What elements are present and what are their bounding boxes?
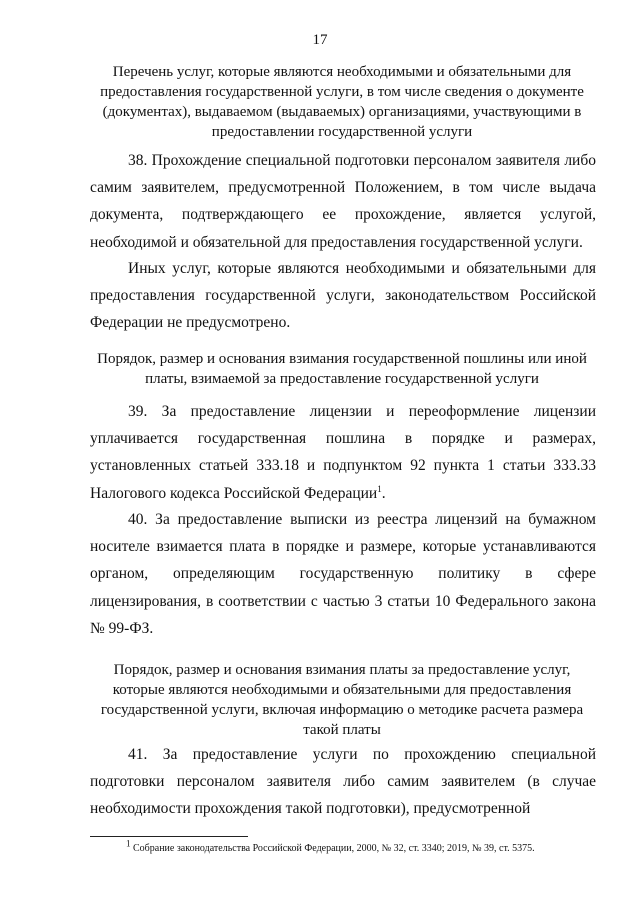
section-heading-state-duty: Порядок, размер и основания взимания государственной пошлины или иной платы, взимаемой за предоставление государственной услуги <box>97 351 587 387</box>
paragraph-41: 41. За предоставление услуги по прохождению специальной подготовки персоналом заявителя либо самим заявителем (в случае необходимости прохождения такой подготовки), предусмотренной <box>90 746 596 818</box>
footnote-marker: 1 <box>126 838 131 849</box>
paragraph-39 <box>90 398 596 507</box>
paragraph-40: 40. За предоставление выписки из реестра лицензий на бумажном носителе взимается плата в порядке и размере, которые устанавливаются органом, определяющим государственную политику в сфере лицензирования, в соответствии с частью 3 статьи 10 Федерального закона № 99-ФЗ. <box>90 511 596 637</box>
section-heading-services-list: Перечень услуг, которые являются необходимыми и обязательными для предоставления государственной услуги, в том числе сведения о документе (документах), выдаваемом (выдаваемых) организациями, участвующими в предоставлении государственной услуги <box>100 64 584 140</box>
paragraph-39-text: 39. За предоставление лицензии и переоформление лицензии уплачивается государственная пошлина в порядке и размерах, установленных статьей 333.18 и подпунктом 92 пункта 1 статьи 333.33 Налогового кодекса Российской Федерации <box>90 403 596 502</box>
paragraph-38: 38. Прохождение специальной подготовки персоналом заявителя либо самим заявителем, предусмотренной Положением, в том числе выдача документа, подтверждающего ее прохождение, является услугой, необходимой и обязательной для предоставления государственной услуги. <box>90 152 596 251</box>
paragraph-other-services: Иных услуг, которые являются необходимыми и обязательными для предоставления государственной услуги, законодательством Российской Федерации не предусмотрено. <box>90 260 596 332</box>
page-number: 17 <box>312 32 328 48</box>
footnote-divider <box>90 836 248 837</box>
section-heading-fee-for-services: Порядок, размер и основания взимания платы за предоставление услуг, которые являются необходимыми и обязательными для предоставления государственной услуги, включая информацию о методике расчета размера такой платы <box>100 662 584 738</box>
footnote <box>126 838 606 855</box>
footnote-ref-1: 1 <box>377 483 382 494</box>
footnote-text: Собрание законодательства Российской Федерации, 2000, № 32, ст. 3340; 2019, № 39, ст. 5375. <box>133 843 535 854</box>
paragraph-39-end: . <box>381 484 386 502</box>
